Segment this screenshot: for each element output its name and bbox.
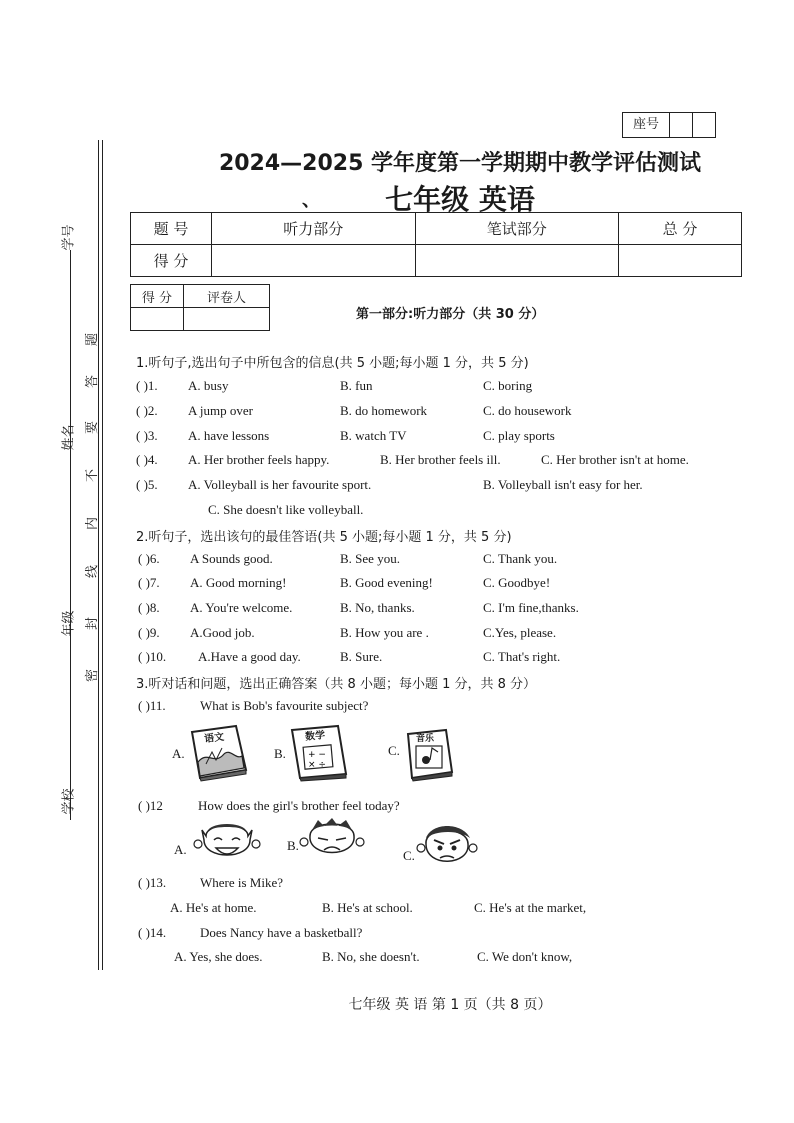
q1-item-2-a: A jump over [188,403,253,418]
grader-score-cell[interactable] [131,308,184,331]
q1-item-5-a: A. Volleyball is her favourite sport. [188,477,372,492]
q1-item-3-c: C. play sports [483,428,555,443]
math-book-title: 数学 [304,730,326,743]
grader-score-label: 得 分 [131,285,184,308]
happy-face-icon [192,818,262,868]
svg-text:× ÷: × ÷ [308,760,326,770]
q2-item-6-num[interactable]: ( )6. [138,551,160,566]
name-label: 姓名 [61,424,77,451]
q1-item-4-num[interactable]: ( )4. [136,452,158,467]
seat-cell-1[interactable] [669,113,692,137]
score-header-total: 总 分 [619,213,742,245]
q2-item-7-b: B. Good evening! [340,575,433,590]
q2-item-7-c: C. Goodbye! [483,575,551,590]
q1-item-4-b: B. Her brother feels ill. [380,452,501,467]
q1-item-5-c: C. She doesn't like volleyball. [208,502,364,517]
q2-item-10-num[interactable]: ( )10. [138,649,167,664]
q2-item-10-b: B. Sure. [340,649,383,664]
q11-option-a-label: A. [172,746,185,761]
q1-item-2-b: B. do homework [340,403,428,418]
seal-char-5: 不 [85,468,101,483]
score-cell-listening[interactable] [212,245,416,277]
q2-instruction: 2.听句子，选出该句的最佳答语(共 5 小题;每小题 1 分，共 5 分) [136,530,512,545]
q1-instruction: 1.听句子,选出句子中所包含的信息(共 5 小题;每小题 1 分，共 5 分) [136,356,529,371]
q1-item-2-c: C. do housework [483,403,572,418]
q2-item-6-b: B. See you. [340,551,400,566]
q2-item-6-a: A Sounds good. [190,551,273,566]
q1-item-1-c: C. boring [483,378,533,393]
q2-item-7-num[interactable]: ( )7. [138,575,160,590]
grader-name-label: 评卷人 [184,285,270,308]
sad-face-icon [298,816,366,866]
q14-option-c: C. We don't know, [477,949,573,964]
q1-item-2-num[interactable]: ( )2. [136,403,158,418]
q2-item-9-b: B. How you are . [340,625,429,640]
student-id-label: 学号 [61,224,77,251]
q2-item-8-c: C. I'm fine,thanks. [483,600,579,615]
q1-item-3-num[interactable]: ( )3. [136,428,158,443]
score-table [130,212,742,277]
binding-line-inner [98,140,99,970]
q3-item-14-num[interactable]: ( )14. [138,925,167,940]
q1-item-1-num[interactable]: ( )1. [136,378,158,393]
q3-item-12-num[interactable]: ( )12 [138,798,163,813]
seat-label: 座号 [632,117,659,132]
q2-item-10-a: A.Have a good day. [198,649,301,664]
score-header-item: 题 号 [131,213,212,245]
q1-item-5-num[interactable]: ( )5. [136,477,158,492]
seal-char-8: 题 [85,332,101,347]
q1-item-1-b: B. fun [340,378,373,393]
seal-char-3: 线 [85,564,101,579]
grader-name-cell[interactable] [184,308,270,331]
q2-item-6-c: C. Thank you. [483,551,558,566]
q12-option-b-label: B. [287,838,299,853]
binding-line-inner-2 [102,140,103,970]
title-mark: 、 [302,190,320,211]
q2-item-9-c: C.Yes, please. [483,625,557,640]
seat-number-box [622,112,716,138]
seat-cell-2[interactable] [692,113,715,137]
score-header-written: 笔试部分 [415,213,619,245]
seal-char-4: 内 [85,516,101,531]
page-footer: 七年级 英 语 第 1 页（共 8 页） [348,997,552,1013]
section-title: 第一部分:听力部分（共 30 分） [356,307,545,322]
q13-option-c: C. He's at the market, [474,900,587,915]
q2-item-7-a: A. Good morning! [190,575,287,590]
score-cell-total[interactable] [619,245,742,277]
q11-option-b-label: B. [274,746,286,761]
q3-instruction: 3.听对话和问题，选出正确答案（共 8 小题；每小题 1 分，共 8 分） [136,677,537,692]
chinese-book-title: 语文 [203,731,225,746]
music-book-title: 音乐 [416,734,435,744]
exam-title: 2024—2025 学年度第一学期期中教学评估测试 [218,151,702,176]
q1-item-4-a: A. Her brother feels happy. [188,452,330,467]
q1-item-5-b: B. Volleyball isn't easy for her. [483,477,643,492]
q2-item-8-b: B. No, thanks. [340,600,415,615]
q1-item-3-a: A. have lessons [188,428,270,443]
q12-option-c-label: C. [403,848,415,863]
grade-label: 年级 [61,610,77,637]
seal-char-1: 密 [85,668,101,683]
q13-option-b: B. He's at school. [322,900,413,915]
angry-face-icon [414,820,480,872]
q13-option-a: A. He's at home. [170,900,257,915]
score-header-listening: 听力部分 [212,213,416,245]
q3-item-11-num[interactable]: ( )11. [138,698,166,713]
seal-char-6: 要 [85,420,101,435]
q2-item-8-num[interactable]: ( )8. [138,600,160,615]
q3-item-11-text: What is Bob's favourite subject? [200,698,369,713]
q3-item-13-num[interactable]: ( )13. [138,875,167,890]
seal-char-7: 答 [85,374,101,389]
q1-item-3-b: B. watch TV [340,428,407,443]
q14-option-b: B. No, she doesn't. [322,949,420,964]
q11-option-c-label: C. [388,743,400,758]
q2-item-9-num[interactable]: ( )9. [138,625,160,640]
school-label: 学校 [61,788,77,815]
seal-char-2: 封 [85,616,101,631]
exam-subtitle: 七年级 英语 [385,183,535,216]
q2-item-10-c: C. That's right. [483,649,561,664]
score-cell-written[interactable] [415,245,619,277]
q3-item-13-text: Where is Mike? [200,875,284,890]
svg-text:+ −: + − [308,750,326,760]
q14-option-a: A. Yes, she does. [174,949,263,964]
q2-item-8-a: A. You're welcome. [190,600,293,615]
q1-item-4-c: C. Her brother isn't at home. [541,452,689,467]
grader-table [130,284,270,331]
q1-item-1-a: A. busy [188,378,229,393]
q3-item-12-text: How does the girl's brother feel today? [198,798,400,813]
binding-line-outer [70,250,71,820]
q3-item-14-text: Does Nancy have a basketball? [200,925,363,940]
q2-item-9-a: A.Good job. [190,625,255,640]
q12-option-a-label: A. [174,842,187,857]
score-row-label: 得 分 [131,245,212,277]
